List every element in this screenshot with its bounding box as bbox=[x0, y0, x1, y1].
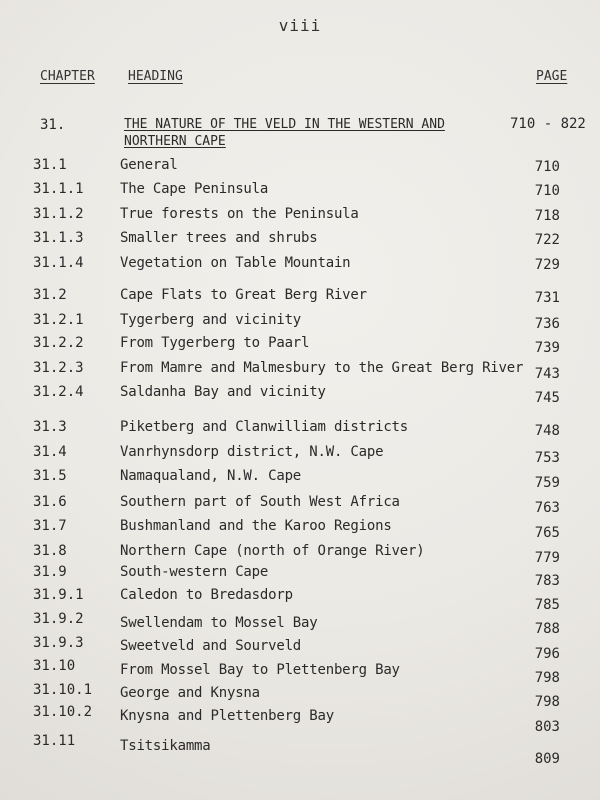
section-number: 31.1.1 bbox=[33, 181, 84, 197]
section-page: 798 bbox=[534, 694, 560, 710]
chapter-entry bbox=[0, 116, 600, 156]
section-page: 796 bbox=[534, 646, 560, 662]
section-page: 783 bbox=[534, 573, 560, 589]
section-page: 765 bbox=[534, 525, 560, 541]
section-number: 31.8 bbox=[33, 543, 67, 559]
toc-entry bbox=[0, 157, 600, 177]
toc-entry bbox=[0, 206, 600, 226]
toc-entry bbox=[0, 564, 600, 589]
section-number: 31.10.1 bbox=[33, 682, 93, 698]
section-page: 745 bbox=[534, 390, 560, 406]
section-title: Sweetveld and Sourveld bbox=[120, 638, 302, 654]
toc-entry bbox=[0, 587, 600, 613]
section-number: 31.9 bbox=[33, 564, 67, 580]
toc-entry bbox=[0, 335, 600, 355]
section-number: 31.9.1 bbox=[33, 587, 84, 603]
toc-entry bbox=[0, 181, 600, 201]
toc-entry bbox=[0, 494, 600, 514]
chapter-page-range: 710 - 822 bbox=[510, 116, 586, 132]
section-title: Piketberg and Clanwilliam districts bbox=[120, 419, 409, 435]
chapter-column-header: CHAPTER bbox=[40, 69, 95, 84]
section-page: 710 bbox=[534, 159, 560, 175]
section-number: 31.2.4 bbox=[33, 384, 84, 400]
toc-entry bbox=[0, 230, 600, 250]
section-number: 31.9.3 bbox=[33, 635, 84, 651]
section-title: The Cape Peninsula bbox=[120, 181, 269, 197]
toc-entry bbox=[0, 419, 600, 439]
section-number: 31.9.2 bbox=[33, 611, 84, 627]
page-column-header: PAGE bbox=[536, 69, 568, 84]
section-number: 31.2.2 bbox=[33, 335, 84, 351]
toc-entry bbox=[0, 444, 600, 464]
toc-entry bbox=[0, 682, 600, 710]
section-title: Caledon to Bredasdorp bbox=[120, 587, 293, 603]
toc-entry bbox=[0, 384, 600, 404]
section-title: Vegetation on Table Mountain bbox=[120, 255, 351, 271]
section-page: 722 bbox=[534, 232, 560, 248]
section-page: 729 bbox=[534, 257, 560, 273]
section-number: 31.7 bbox=[33, 518, 67, 534]
section-title: George and Knysna bbox=[120, 685, 260, 701]
section-title: Cape Flats to Great Berg River bbox=[120, 287, 367, 303]
section-page: 788 bbox=[534, 621, 560, 637]
section-title: Swellendam to Mossel Bay bbox=[120, 615, 318, 631]
section-page: 759 bbox=[534, 475, 560, 491]
section-title: Tsitsikamma bbox=[120, 738, 211, 754]
section-number: 31.1.2 bbox=[33, 206, 84, 222]
toc-entry bbox=[0, 287, 600, 307]
section-title: From Mossel Bay to Plettenberg Bay bbox=[120, 662, 400, 678]
section-page: 710 bbox=[534, 183, 560, 199]
section-page: 753 bbox=[534, 450, 560, 466]
section-title: From Mamre and Malmesbury to the Great Berg River bbox=[120, 360, 524, 376]
section-title: Saldanha Bay and vicinity bbox=[120, 384, 326, 400]
heading-column-header: HEADING bbox=[128, 69, 183, 84]
section-title: True forests on the Peninsula bbox=[120, 206, 359, 222]
section-page: 739 bbox=[534, 340, 560, 356]
section-page: 779 bbox=[534, 550, 560, 566]
section-title: Tygerberg and vicinity bbox=[120, 312, 302, 328]
section-title: Bushmanland and the Karoo Regions bbox=[120, 518, 392, 534]
section-title: Vanrhynsdorp district, N.W. Cape bbox=[120, 444, 384, 460]
section-title: Knysna and Plettenberg Bay bbox=[120, 708, 334, 724]
toc-entry bbox=[0, 543, 600, 566]
section-title: Namaqualand, N.W. Cape bbox=[120, 468, 302, 484]
section-page: 743 bbox=[534, 366, 560, 382]
toc-entry bbox=[0, 704, 600, 735]
toc-entry bbox=[0, 468, 600, 491]
section-number: 31.5 bbox=[33, 468, 67, 484]
section-title: From Tygerberg to Paarl bbox=[120, 335, 310, 351]
section-title: Northern Cape (north of Orange River) bbox=[120, 543, 425, 559]
toc-entry bbox=[0, 635, 600, 662]
section-number: 31.10.2 bbox=[33, 704, 93, 720]
toc-entry bbox=[0, 255, 600, 275]
section-number: 31.10 bbox=[33, 658, 76, 674]
chapter-number: 31. bbox=[40, 117, 66, 133]
section-number: 31.11 bbox=[33, 733, 76, 749]
section-page: 763 bbox=[534, 500, 560, 516]
section-page: 803 bbox=[534, 719, 560, 735]
toc-entry bbox=[0, 733, 600, 767]
section-page: 731 bbox=[534, 290, 560, 306]
section-page: 809 bbox=[534, 751, 560, 767]
section-page: 736 bbox=[534, 316, 560, 332]
page-number: viii bbox=[278, 16, 322, 35]
section-page: 748 bbox=[534, 423, 560, 439]
section-title: General bbox=[120, 157, 178, 173]
toc-entry bbox=[0, 518, 600, 541]
toc-entry bbox=[0, 360, 600, 380]
section-page: 785 bbox=[534, 597, 560, 613]
section-number: 31.2.3 bbox=[33, 360, 84, 376]
section-number: 31.1 bbox=[33, 157, 67, 173]
section-page: 798 bbox=[534, 670, 560, 686]
section-title: South-western Cape bbox=[120, 564, 269, 580]
section-number: 31.1.3 bbox=[33, 230, 84, 246]
section-number: 31.3 bbox=[33, 419, 67, 435]
section-number: 31.2 bbox=[33, 287, 67, 303]
toc-entry bbox=[0, 611, 600, 637]
section-number: 31.4 bbox=[33, 444, 67, 460]
section-number: 31.1.4 bbox=[33, 255, 84, 271]
section-number: 31.2.1 bbox=[33, 312, 84, 328]
toc-entry bbox=[0, 658, 600, 686]
section-title: Smaller trees and shrubs bbox=[120, 230, 318, 246]
chapter-heading: THE NATURE OF THE VELD IN THE WESTERN AND NORTHERN CAPE bbox=[124, 117, 445, 149]
toc-entry bbox=[0, 312, 600, 332]
section-number: 31.6 bbox=[33, 494, 67, 510]
section-title: Southern part of South West Africa bbox=[120, 494, 400, 510]
section-page: 718 bbox=[534, 208, 560, 224]
